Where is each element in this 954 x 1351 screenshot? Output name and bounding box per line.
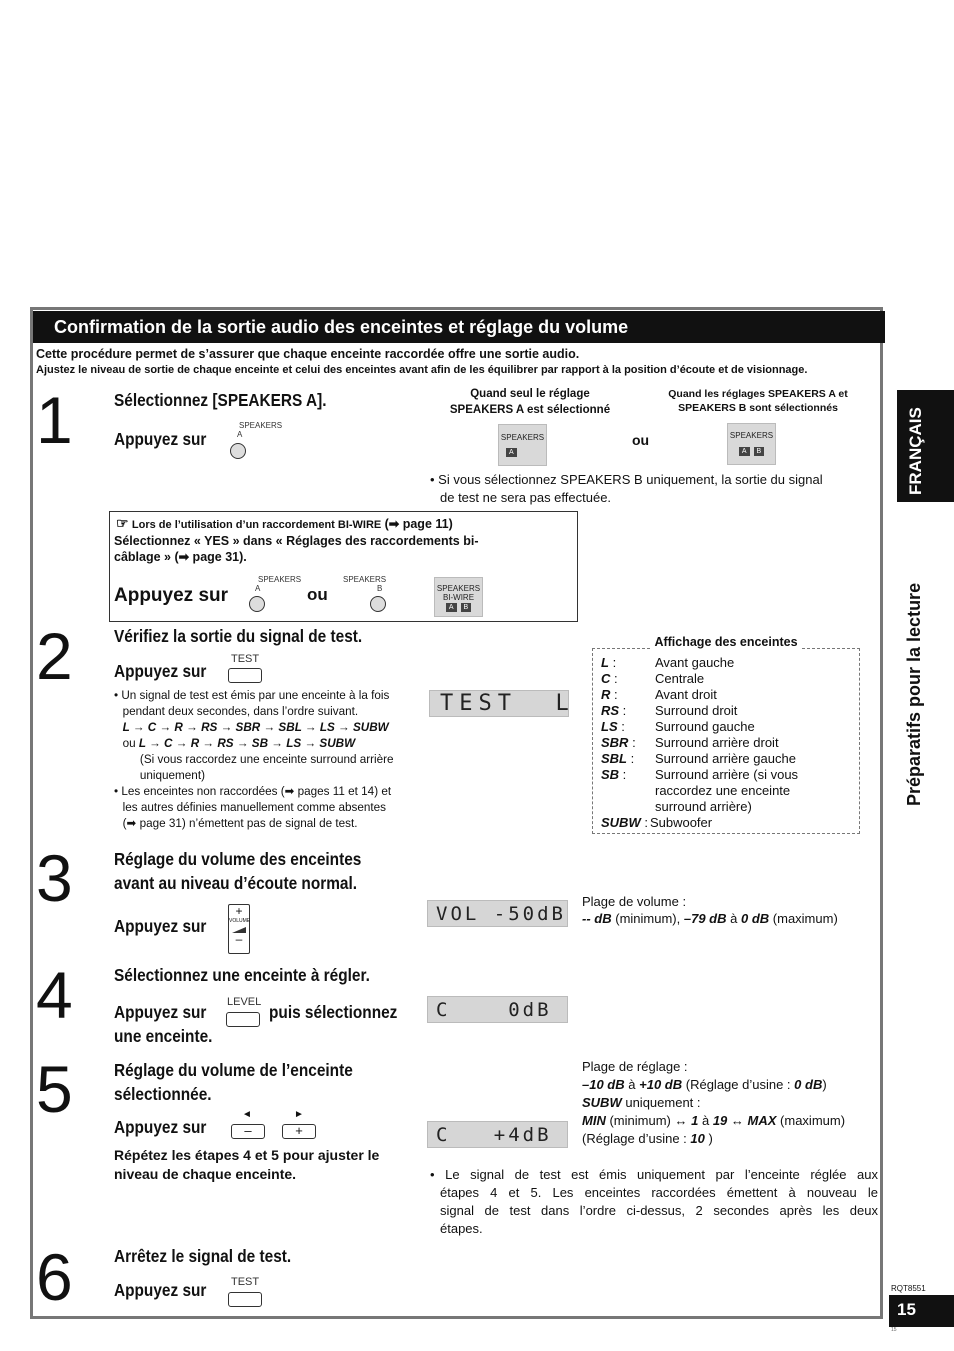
speaker-code: SB <box>601 767 620 782</box>
display-speakers-a <box>498 424 547 466</box>
step5-press-label: Appuyez sur <box>114 1117 207 1137</box>
speaker-desc: raccordez une enceinte <box>655 783 791 798</box>
step2-seq-note2: uniquement) <box>139 768 205 782</box>
biwire-tag-a: A <box>446 603 457 612</box>
intro-text: Cette procédure permet de s’assurer que chaque enceinte raccordée offre une sortie audio. <box>36 347 580 361</box>
speaker-desc: Avant gauche <box>655 655 735 670</box>
display-speakers-ab <box>727 423 776 465</box>
speaker-code-cell <box>601 783 655 799</box>
speaker-code: R <box>601 687 611 702</box>
step5-range-close: ) <box>822 1077 827 1092</box>
right-arrow-icon: ► <box>294 1109 304 1120</box>
step5-range-to: à <box>628 1077 636 1092</box>
step1-press-label: Appuyez sur <box>114 429 207 449</box>
biwire-line3: câblage » (➡ page 31). <box>114 550 247 564</box>
hand-icon: ☞ <box>116 515 129 531</box>
plus-button[interactable]: + <box>282 1124 316 1139</box>
speaker-colon: : <box>619 767 627 782</box>
caption-speakers-ab <box>648 387 868 415</box>
step5-range-factory-val: 0 dB <box>794 1077 823 1092</box>
speaker-row <box>601 687 857 703</box>
speaker-colon: : <box>608 655 617 670</box>
step1-title: Sélectionnez [SPEAKERS A]. <box>114 390 327 410</box>
speaker-row <box>601 655 857 671</box>
biwire-tag-b: B <box>461 603 472 612</box>
speaker-row <box>601 735 857 751</box>
step2-title: Vérifiez la sortie du signal de test. <box>114 626 363 646</box>
biwire-line1-ref: (➡ page 11) <box>384 517 453 531</box>
step3-range-min-txt: (minimum), <box>615 911 681 926</box>
speaker-colon: : <box>610 687 618 702</box>
step5-nineteen: 19 <box>712 1113 728 1128</box>
step5-one: 1 <box>691 1113 699 1128</box>
speakers-a-button[interactable] <box>230 443 246 459</box>
step5-to: à <box>701 1113 710 1128</box>
step5-min: MIN <box>582 1113 606 1128</box>
section-label: Préparatifs pour la lecture <box>904 582 924 806</box>
speakers-list <box>601 655 857 831</box>
biwire-speakers-a-button[interactable] <box>249 596 265 612</box>
step-number-1: 1 <box>36 383 73 457</box>
speaker-code-cell <box>601 799 655 815</box>
intro-subtext: Ajustez le niveau de sortie de chaque enceinte et celui des enceintes avant afin de les équilibrer par rapport à la position d’écoute et de visionnage. <box>36 364 808 376</box>
speaker-code-cell <box>601 655 655 671</box>
caption-speakers-a <box>430 386 630 418</box>
test-button[interactable] <box>228 668 262 683</box>
biwire-btn-a-sub: A <box>255 584 261 593</box>
step3-range-max-txt: (maximum) <box>772 911 838 926</box>
step5-title-line1: Réglage du volume de l’enceinte <box>114 1060 353 1080</box>
step4-press-line2: une enceinte. <box>114 1026 213 1046</box>
speaker-desc: Surround arrière gauche <box>655 751 796 766</box>
step5-range-factory: (Réglage d’usine : <box>685 1077 791 1092</box>
speaker-row <box>601 783 857 799</box>
test-button-label-2: TEST <box>231 1276 260 1288</box>
step4-title: Sélectionnez une enceinte à régler. <box>114 965 370 985</box>
speaker-code-cell <box>601 687 655 703</box>
step5-factory2-val: 10 <box>690 1131 705 1146</box>
step5-note <box>430 1166 878 1238</box>
page-number: 15 <box>889 1295 954 1327</box>
speaker-row <box>601 703 857 719</box>
volume-plus: + <box>235 904 243 918</box>
step5-range-title: Plage de réglage : <box>582 1059 688 1074</box>
speaker-desc: Avant droit <box>655 687 717 702</box>
speaker-desc: Surround droit <box>655 703 738 718</box>
step1-note-line2: de test ne sera pas effectuée. <box>440 490 612 505</box>
caption-b-line2: SPEAKERS B sont sélectionnés <box>678 402 838 414</box>
step-number-4: 4 <box>36 958 73 1032</box>
step2-sequence2: L → C → R → RS → SB → LS → SUBW <box>138 736 356 750</box>
speaker-row <box>601 815 857 831</box>
step5-factory2-close: ) <box>708 1131 713 1146</box>
speaker-code: RS <box>601 703 620 718</box>
step5-max: MAX <box>747 1113 777 1128</box>
lcd-level: C 0dB <box>427 996 568 1023</box>
speaker-code: SUBW <box>601 815 641 830</box>
speaker-row <box>601 751 857 767</box>
step2-b2-line1: • Les enceintes non raccordées (➡ pages 11 et 14) et <box>114 784 392 798</box>
step5-note-line2: étapes 4 et 5. Les enceintes raccordées émettent à nouveau le <box>440 1185 878 1200</box>
step3-range <box>582 893 838 927</box>
step5-factory2: (Réglage d’usine : <box>582 1131 687 1146</box>
speaker-code: C <box>601 671 611 686</box>
lcd-adjust: C +4dB <box>427 1121 568 1148</box>
step5-note-line4: étapes. <box>440 1221 483 1236</box>
speaker-code-cell <box>601 751 655 767</box>
step5-range-hi: +10 dB <box>639 1077 683 1092</box>
speaker-desc: Subwoofer <box>649 815 713 830</box>
step5-range <box>582 1058 882 1148</box>
biwire-speakers-b-button[interactable] <box>370 596 386 612</box>
volume-minus: – <box>235 932 243 946</box>
lcd-volume: VOL -50dB <box>427 900 568 927</box>
speakers-box-title <box>592 635 860 649</box>
speaker-desc: Surround gauche <box>655 719 755 734</box>
biwire-text <box>116 515 576 565</box>
biwire-line1: Lors de l’utilisation d’un raccordement BI-WIRE <box>131 519 382 531</box>
level-button-label: LEVEL <box>227 996 262 1008</box>
step2-b2-line3: (➡ page 31) n’émettent pas de signal de test. <box>122 816 358 830</box>
step5-subw-only: uniquement : <box>625 1095 701 1110</box>
speaker-desc: Surround arrière droit <box>655 735 779 750</box>
step2-sequence1: L → C → R → RS → SBR → SBL → LS → SUBW <box>122 720 389 734</box>
step-number-6: 6 <box>36 1240 73 1314</box>
speaker-colon: : <box>640 815 648 830</box>
step5-repeat <box>114 1146 379 1184</box>
speaker-colon: : <box>619 703 627 718</box>
speaker-row <box>601 671 857 687</box>
biwire-btn-a-label: SPEAKERS <box>258 575 302 584</box>
step3-range-to: à <box>730 911 738 926</box>
step3-press-label: Appuyez sur <box>114 916 207 936</box>
caption-a-line1: Quand seul le réglage <box>470 388 590 400</box>
model-code: RQT8551 <box>891 1284 926 1293</box>
display-biwire <box>434 577 483 617</box>
step3-range-hi: 0 dB <box>740 911 770 926</box>
speaker-code: SBL <box>601 751 627 766</box>
step2-seq-note1: (Si vous raccordez une enceinte surround arrière <box>139 752 394 766</box>
step2-bullets <box>114 687 408 831</box>
level-button[interactable] <box>226 1012 260 1027</box>
step-number-2: 2 <box>36 619 73 693</box>
speaker-code-cell <box>601 703 655 719</box>
step2-b1-line1: • Un signal de test est émis par une enceinte à la fois <box>114 688 390 702</box>
step5-note-line3: signal de test dans l’ordre ci-dessus, 2 secondes après les deux <box>440 1203 878 1218</box>
step-number-5: 5 <box>36 1052 73 1126</box>
display-ab-label: SPEAKERS <box>729 431 774 440</box>
speaker-desc: Surround arrière (si vous <box>655 767 799 782</box>
biwire-line2: Sélectionnez « YES » dans « Réglages des raccordements bi- <box>114 534 479 548</box>
speaker-code-cell <box>601 815 648 831</box>
step5-arrow: ↔ <box>730 1113 744 1128</box>
step3-range-lo: –79 dB <box>683 911 727 926</box>
lcd-test: TEST L <box>429 690 569 717</box>
or-label-1: ou <box>632 432 650 448</box>
speaker-code-cell <box>601 735 655 751</box>
step6-title: Arrêtez le signal de test. <box>114 1246 292 1266</box>
step3-title-line2: avant au niveau d’écoute normal. <box>114 873 358 893</box>
step2-b1-line2: pendant deux secondes, dans l’ordre suivant. <box>122 704 359 718</box>
speaker-code-cell <box>601 767 655 783</box>
speaker-colon: : <box>610 671 618 686</box>
test-button-label: TEST <box>231 653 260 665</box>
speaker-code: L <box>601 655 609 670</box>
speaker-code-cell <box>601 671 655 687</box>
speakers-box-title-text: Affichage des enceintes <box>650 635 801 649</box>
speaker-colon: : <box>627 751 635 766</box>
step5-max-txt: (maximum) <box>780 1113 846 1128</box>
speaker-desc: surround arrière) <box>655 799 752 814</box>
step5-range-lo: –10 dB <box>582 1077 625 1092</box>
speakers-a-button-sub: A <box>237 430 243 439</box>
step2-press-label: Appuyez sur <box>114 661 207 681</box>
step2-b2-line2: les autres définies manuellement comme absentes <box>122 800 387 814</box>
biwire-btn-b-sub: B <box>377 584 383 593</box>
speaker-code: SBR <box>601 735 629 750</box>
speaker-desc: Centrale <box>655 671 705 686</box>
left-arrow-icon: ◄ <box>242 1109 252 1120</box>
step5-note-line1: • Le signal de test est émis uniquement par l’enceinte réglée aux <box>430 1167 878 1182</box>
step6-press-label: Appuyez sur <box>114 1280 207 1300</box>
biwire-btn-b-label: SPEAKERS <box>343 575 387 584</box>
biwire-press-label: Appuyez sur <box>114 585 229 606</box>
step4-press-label: Appuyez sur <box>114 1002 207 1022</box>
caption-b-line1: Quand les réglages SPEAKERS A et <box>668 388 848 400</box>
speaker-row <box>601 719 857 735</box>
step3-title-line1: Réglage du volume des enceintes <box>114 849 362 869</box>
tag-b: B <box>754 447 765 456</box>
display-biwire-line2: BI-WIRE <box>442 593 475 602</box>
page-number-small: 15 <box>891 1327 897 1333</box>
caption-a-line2: SPEAKERS A est sélectionné <box>449 404 611 416</box>
speakers-a-button-label: SPEAKERS <box>239 421 283 430</box>
step5-min-txt: (minimum) ↔ <box>609 1113 688 1128</box>
volume-label: VOLUME <box>229 918 251 924</box>
step-number-3: 3 <box>36 841 73 915</box>
minus-button[interactable]: – <box>231 1124 265 1139</box>
or-label-2: ou <box>307 585 328 604</box>
step4-press-after: puis sélectionnez <box>269 1002 398 1022</box>
step5-title-line2: sélectionnée. <box>114 1084 212 1104</box>
display-a-label: SPEAKERS <box>500 433 545 442</box>
language-label: FRANÇAIS <box>906 407 925 495</box>
section-title: Confirmation de la sortie audio des enceintes et réglage du volume <box>33 311 885 343</box>
step1-note <box>430 471 878 507</box>
tag-a2: A <box>739 447 750 456</box>
step5-subw: SUBW <box>582 1095 622 1110</box>
speaker-colon: : <box>617 719 625 734</box>
step5-repeat-line2: niveau de chaque enceinte. <box>114 1166 297 1182</box>
step3-range-title: Plage de volume : <box>582 894 687 909</box>
speaker-code: LS <box>601 719 618 734</box>
display-biwire-line1: SPEAKERS <box>436 584 481 593</box>
speaker-row <box>601 767 857 783</box>
step5-repeat-line1: Répétez les étapes 4 et 5 pour ajuster le <box>114 1147 380 1163</box>
speaker-code-cell <box>601 719 655 735</box>
step1-note-line1: • Si vous sélectionnez SPEAKERS B uniquement, la sortie du signal <box>430 472 823 487</box>
step2-seq-or: ou <box>122 736 136 750</box>
tag-a: A <box>506 448 517 457</box>
speaker-colon: : <box>628 735 636 750</box>
test-button-2[interactable] <box>228 1292 262 1307</box>
speaker-row <box>601 799 857 815</box>
volume-button[interactable] <box>228 904 250 954</box>
step3-range-min: -- dB <box>582 911 612 926</box>
